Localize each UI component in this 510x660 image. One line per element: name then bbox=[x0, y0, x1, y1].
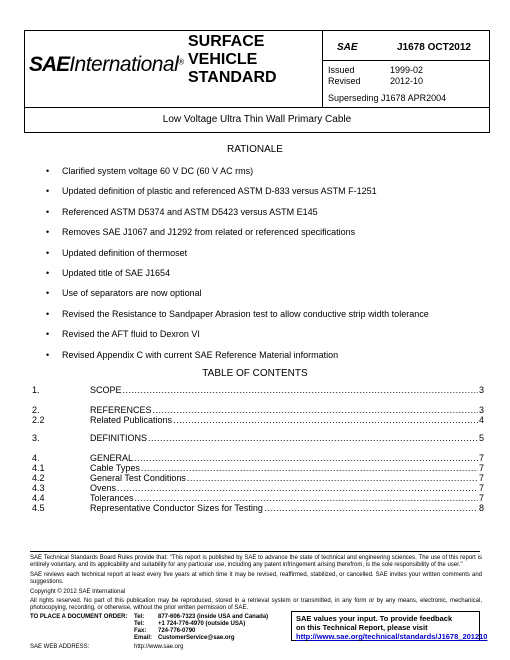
toc-number: 4. bbox=[32, 453, 40, 463]
toc-page-number: 5 bbox=[478, 433, 484, 443]
header-hline bbox=[322, 60, 489, 61]
bullet-symbol: • bbox=[46, 186, 50, 197]
rationale-item: Updated definition of thermoset bbox=[62, 247, 188, 258]
rationale-item: Removes SAE J1067 and J1292 from related or referenced specifications bbox=[62, 227, 356, 238]
toc-title: Tolerances bbox=[90, 493, 134, 503]
rationale-item: Revised the Resistance to Sandpaper Abrasion test to allow conductive strip width tolerance bbox=[62, 308, 429, 319]
bullet-symbol: • bbox=[46, 166, 50, 176]
sae-international-logo bbox=[29, 53, 184, 77]
toc-heading: TABLE OF CONTENTS bbox=[202, 368, 308, 379]
bullet-symbol: • bbox=[46, 268, 50, 278]
bullet-symbol: • bbox=[46, 349, 50, 360]
rights-text: All rights reserved. No part of this publication may be reproduced, stored in a retrieval system or transmitted, in any form or by any means, electronic, mechanical, photocopying, recording, or otherwise, without the prior written permission of SAE. bbox=[30, 598, 482, 611]
document-title-box bbox=[24, 106, 490, 133]
toc-title: Representative Conductor Sizes for Testing bbox=[90, 503, 263, 513]
toc-number: 2. bbox=[32, 405, 40, 415]
footer-rule bbox=[30, 551, 480, 552]
document-title: Low Voltage Ultra Thin Wall Primary Cable bbox=[162, 113, 352, 125]
toc-title: REFERENCES bbox=[90, 405, 152, 415]
docid-sae-mark: SAE bbox=[337, 42, 358, 53]
contact-label: Fax: bbox=[134, 628, 147, 634]
toc-leader-dots bbox=[264, 503, 478, 513]
revised-value: 2012-10 bbox=[390, 76, 424, 86]
toc-title: DEFINITIONS bbox=[90, 433, 148, 443]
bullet-symbol: • bbox=[46, 288, 50, 299]
document-id: J1678 OCT2012 bbox=[397, 42, 471, 53]
toc-title: Cable Types bbox=[90, 463, 140, 473]
toc-number: 3. bbox=[32, 433, 40, 443]
toc-leader-dots bbox=[173, 415, 478, 425]
toc-row[interactable] bbox=[32, 383, 484, 395]
toc-number: 1. bbox=[32, 385, 40, 395]
toc-leader-dots bbox=[148, 433, 478, 443]
toc-leader-dots bbox=[123, 385, 478, 395]
toc-page-number: 3 bbox=[478, 405, 484, 415]
toc-number: 4.3 bbox=[32, 483, 45, 493]
contact-label: Tel: bbox=[134, 614, 145, 620]
order-label: TO PLACE A DOCUMENT ORDER: bbox=[30, 614, 128, 620]
standard-type-line: STANDARD bbox=[188, 69, 277, 86]
toc-page-number: 7 bbox=[478, 483, 484, 493]
rationale-item: Updated definition of plastic and referenced ASTM D-833 versus ASTM F-1251 bbox=[62, 186, 377, 197]
standard-type-line: VEHICLE bbox=[188, 51, 258, 68]
toc-row[interactable] bbox=[32, 501, 484, 513]
board-rules-text: SAE Technical Standards Board Rules provide that: "This report is published by SAE to advance the state of technical and engineering sciences. The use of this report is entirely voluntary, and its applicability and suitability for any particular use, including any patent infringement arising therefrom, is the sole responsibility of the user." bbox=[30, 555, 482, 568]
toc-page-number: 7 bbox=[478, 473, 484, 483]
toc-row[interactable] bbox=[32, 431, 484, 443]
rationale-item: Clarified system voltage 60 V DC (60 V AC rms) bbox=[62, 166, 254, 176]
toc-number: 4.4 bbox=[32, 493, 45, 503]
logo-sae-text: SAE bbox=[29, 53, 70, 76]
toc-page-number: 8 bbox=[478, 503, 484, 513]
contact-value: 724-776-0790 bbox=[158, 628, 196, 634]
header-divider bbox=[322, 31, 323, 107]
rationale-item: Revised Appendix C with current SAE Reference Material information bbox=[62, 349, 339, 360]
rationale-item: Updated title of SAE J1654 bbox=[62, 268, 171, 278]
toc-title: SCOPE bbox=[90, 385, 122, 395]
logo-international-text: International bbox=[69, 53, 179, 76]
contact-label: Email: bbox=[134, 635, 153, 641]
toc-page-number: 4 bbox=[478, 415, 484, 425]
toc-number: 4.2 bbox=[32, 473, 45, 483]
superseding-note: Superseding J1678 APR2004 bbox=[328, 93, 447, 103]
feedback-box bbox=[291, 611, 488, 641]
contact-value: CustomerService@sae.org bbox=[158, 635, 235, 641]
logo-trademark: ® bbox=[178, 57, 185, 67]
contact-label: Tel: bbox=[134, 621, 145, 627]
issued-value: 1999-02 bbox=[390, 65, 424, 75]
web-address-label: SAE WEB ADDRESS: bbox=[30, 644, 90, 650]
bullet-symbol: • bbox=[46, 206, 50, 217]
web-address-link[interactable]: http://www.sae.org bbox=[134, 644, 184, 650]
toc-page-number: 3 bbox=[478, 385, 484, 395]
toc-title: Related Publications bbox=[90, 415, 173, 425]
header-box bbox=[24, 30, 490, 108]
standard-type-line: SURFACE bbox=[188, 33, 265, 50]
rationale-item: Revised the AFT fluid to Dexron VI bbox=[62, 329, 200, 340]
bullet-symbol: • bbox=[46, 308, 50, 319]
contact-value: +1 724-776-4970 (outside USA) bbox=[158, 621, 246, 627]
toc-title: General Test Conditions bbox=[90, 473, 186, 483]
rationale-item: Referenced ASTM D5374 and ASTM D5423 versus ASTM E145 bbox=[62, 206, 318, 217]
standard-type-title bbox=[188, 33, 277, 87]
rationale-heading: RATIONALE bbox=[227, 144, 283, 155]
feedback-line: on this Technical Report, please visit bbox=[296, 623, 428, 632]
toc-page-number: 7 bbox=[478, 453, 484, 463]
revised-label: Revised bbox=[328, 76, 361, 86]
bullet-symbol: • bbox=[46, 247, 50, 258]
feedback-line: SAE values your input. To provide feedback bbox=[296, 614, 453, 623]
bullet-symbol: • bbox=[46, 227, 50, 238]
toc-title: GENERAL bbox=[90, 453, 134, 463]
feedback-link[interactable]: http://www.sae.org/technical/standards/J1678_201210 bbox=[296, 632, 488, 641]
toc-page-number: 7 bbox=[478, 463, 484, 473]
toc-row[interactable] bbox=[32, 413, 484, 425]
toc-number: 4.1 bbox=[32, 463, 45, 473]
toc-page-number: 7 bbox=[478, 493, 484, 503]
toc-title: Ovens bbox=[90, 483, 117, 493]
contact-value: 877-606-7323 (inside USA and Canada) bbox=[158, 614, 269, 620]
bullet-symbol: • bbox=[46, 329, 50, 340]
issued-label: Issued bbox=[328, 65, 355, 75]
toc-number: 4.5 bbox=[32, 503, 45, 513]
rationale-item: Use of separators are now optional bbox=[62, 288, 202, 299]
copyright-text: Copyright © 2012 SAE International bbox=[30, 589, 126, 595]
toc-number: 2.2 bbox=[32, 415, 45, 425]
review-text: SAE reviews each technical report at least every five years at which time it may be revised, reaffirmed, stabilized, or cancelled. SAE invites your written comments and suggestions. bbox=[30, 572, 482, 585]
